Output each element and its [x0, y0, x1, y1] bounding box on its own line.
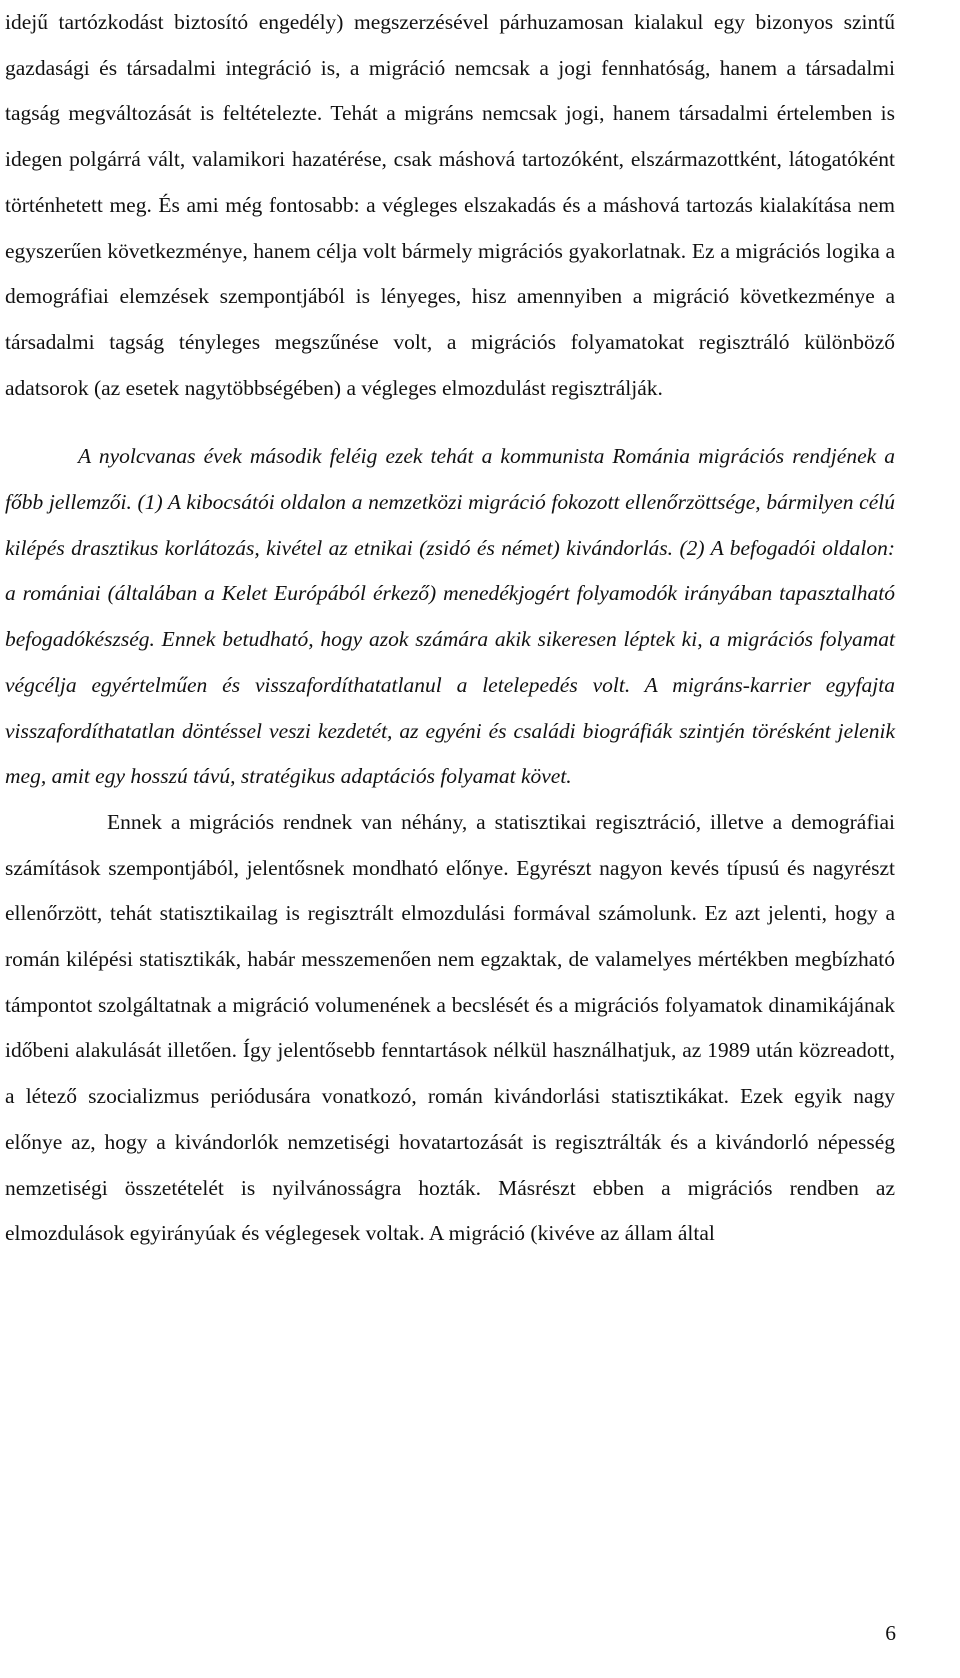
italic-summary-paragraph: A nyolcvanas évek második feléig ezek tehát a kommunista Románia migrációs rendjének a főbb jellemzői. (1) A kibocsátói oldalon a nemzetközi migráció fokozott ellenőrzöttsége, bármilyen célú kilépés drasztikus korlátozás, kivétel az etnikai (zsidó és német) kivándorlás. (2) A befogadói oldalon: a romániai (általában a Kelet Európából érkező) menedékjogért folyamodók irányában tapasztalható befogadókészség. Ennek betudható, hogy azok számára akik sikeresen léptek ki, a migrációs folyamat végcélja egyértelműen és visszafordíthatatlanul a letelepedés volt. A migráns-karrier egyfajta visszafordíthatatlan döntéssel veszi kezdetét, az egyéni és családi biográfiák szintjén törésként jelenik meg, amit egy hosszú távú, stratégikus adaptációs folyamat követ.: [5, 444, 895, 789]
page-number: 6: [885, 1621, 896, 1645]
body-paragraph: idejű tartózkodást biztosító engedély) megszerzésével párhuzamosan kialakul egy bizonyos szintű gazdasági és társadalmi integráció is, a migráció nemcsak a jogi fennhatóság, hanem a társadalmi tagság megváltozását is feltételezte. Tehát a migráns nemcsak jogi, hanem társadalmi értelemben is idegen polgárrá vált, valamikori hazatérése, csak máshová tartozóként, elszármazottként, látogatóként történhetett meg. És ami még fontosabb: a végleges elszakadás és a máshová tartozás kialakítása nem egyszerűen következménye, hanem célja volt bármely migrációs gyakorlatnak. Ez a migrációs logika a demográfiai elemzések szempontjából is lényeges, hisz amennyiben a migráció következménye a társadalmi tagság tényleges megszűnése volt, a migrációs folyamatokat regisztráló különböző adatsorok (az esetek nagytöbbségében) a végleges elmozdulást regisztrálják.: [5, 10, 895, 400]
document-page: [5, 0, 895, 1257]
body-paragraph: Ennek a migrációs rendnek van néhány, a statisztikai regisztráció, illetve a demográfiai számítások szempontjából, jelentősnek mondható előnye. Egyrészt nagyon kevés típusú és nagyrészt ellenőrzött, tehát statisztikailag is regisztrált elmozdulási formával számolunk. Ez azt jelenti, hogy a román kilépési statisztikák, habár messzemenően nem egzaktak, de valamelyes mértékben megbízható támpontot szolgáltatnak a migráció volumenének a becslését és a migrációs folyamatok dinamikájának időbeni alakulását illetően. Így jelentősebb fenntartások nélkül használhatjuk, az 1989 után közreadott, a létező szocializmus periódusára vonatkozó, román kivándorlási statisztikákat. Ezek egyik nagy előnye az, hogy a kivándorlók nemzetiségi hovatartozását is regisztrálták és a kivándorló népesség nemzetiségi összetételét is nyilvánosságra hozták. Másrészt ebben a migrációs rendben az elmozdulások egyirányúak és véglegesek voltak. A migráció (kivéve az állam által: [5, 809, 895, 1246]
